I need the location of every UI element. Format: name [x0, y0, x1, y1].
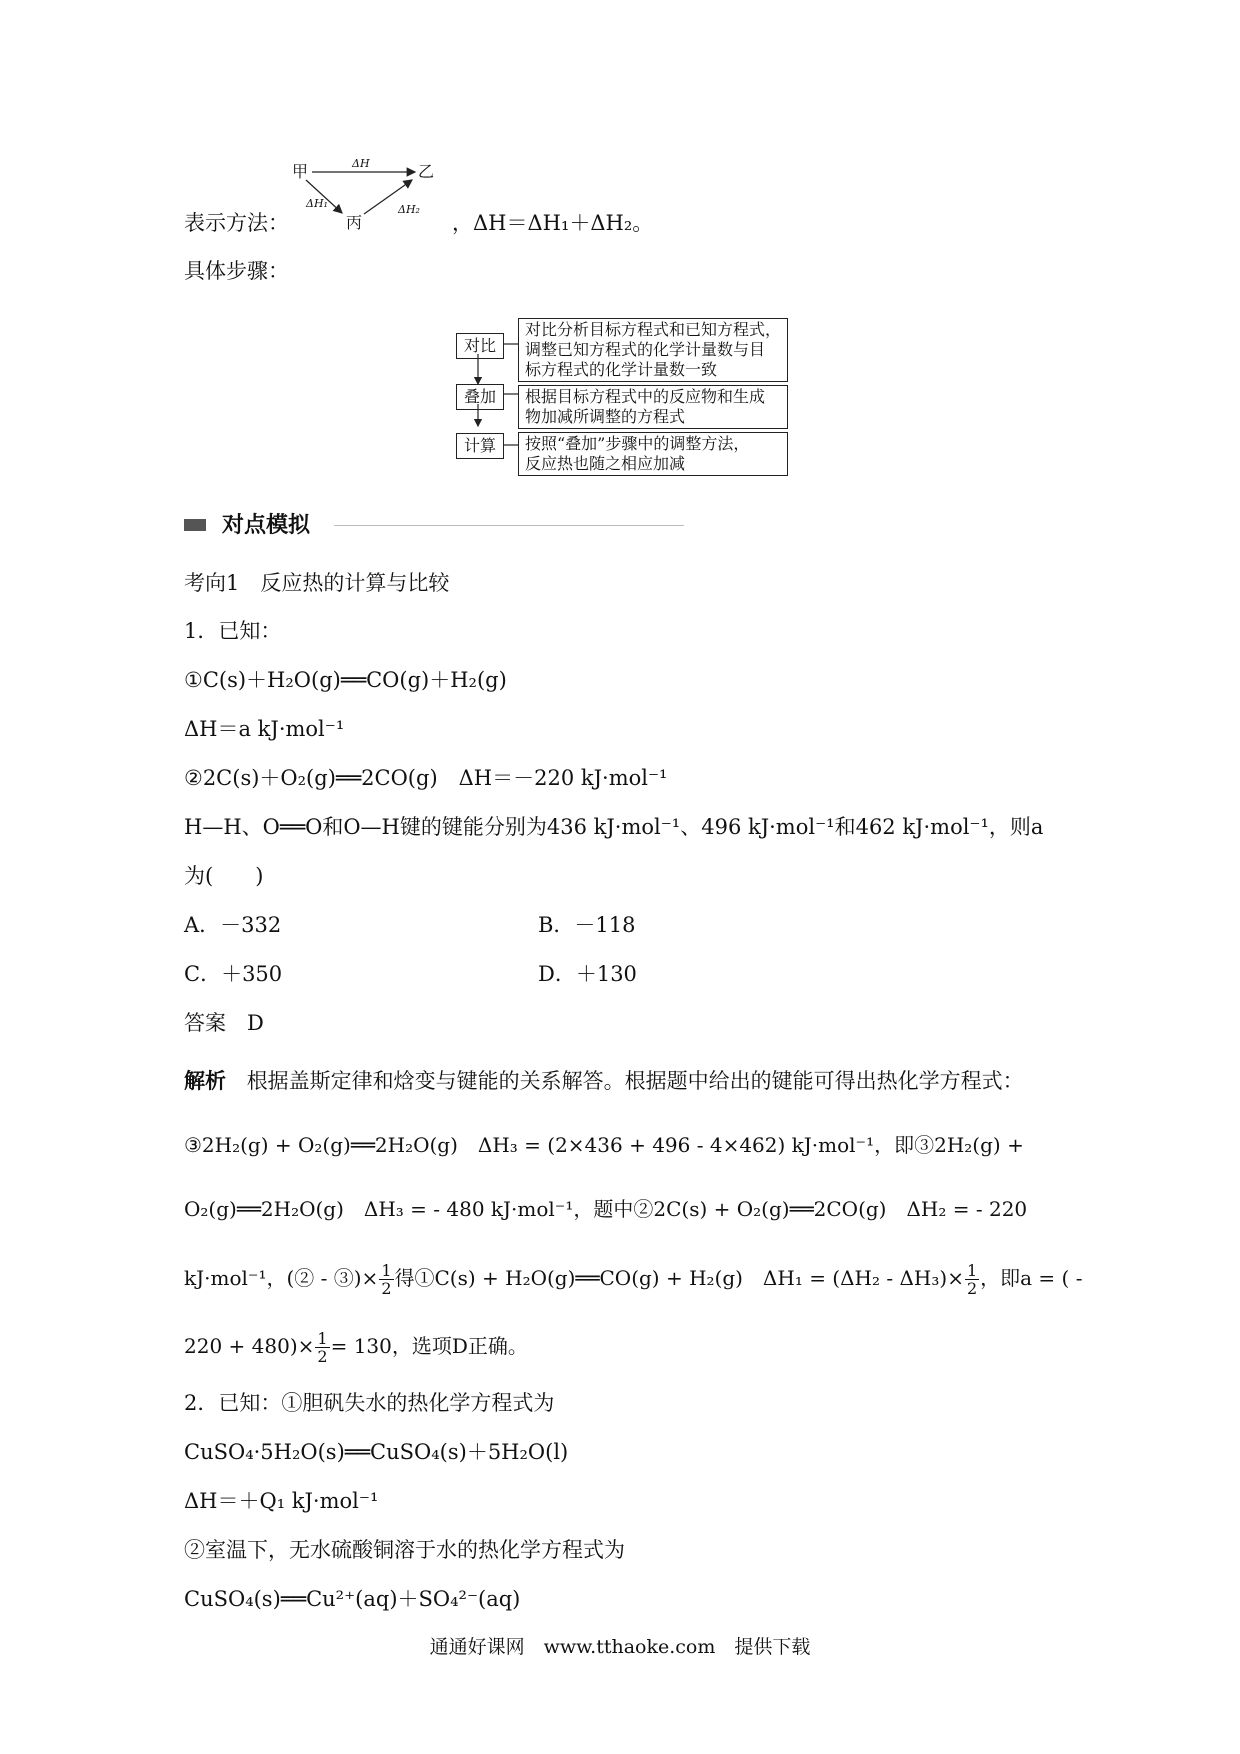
fraction-half	[315, 1330, 329, 1365]
arrow-label-dh2: ΔH₂	[398, 203, 420, 216]
hess-triangle-diagram	[290, 158, 450, 230]
fraction-half	[965, 1262, 979, 1297]
arrow-label-dh1: ΔH₁	[306, 197, 328, 210]
flow-desc-line: 根据目标方程式中的反应物和生成	[525, 387, 766, 406]
frac-denominator: 2	[381, 1279, 392, 1298]
hess-label: 表示方法：	[184, 211, 289, 235]
flow-desc-calc	[518, 432, 788, 476]
analysis-segment: = 130，选项D正确。	[330, 1334, 528, 1358]
flow-desc-line: 调整已知方程式的化学计量数与目	[525, 340, 766, 359]
analysis-segment: ，即a = ( -	[980, 1266, 1083, 1290]
q1-analysis-line-4	[184, 1262, 1082, 1297]
q1-eq1: ①C(s)＋H₂O(g)══CO(g)＋H₂(g)	[184, 668, 507, 692]
q1-ask: 为( )	[184, 864, 264, 888]
section-marker	[184, 519, 206, 531]
flow-desc-line: 反应热也随之相应加减	[525, 454, 686, 473]
arrow-label-dh: ΔH	[352, 157, 370, 170]
analysis-text: 根据盖斯定律和焓变与键能的关系解答。根据题中给出的键能可得出热化学方程式：	[246, 1069, 1024, 1093]
flow-desc-add	[518, 385, 788, 429]
q2-eq2: CuSO₄(s)══Cu²⁺(aq)＋SO₄²⁻(aq)	[184, 1587, 521, 1611]
q2-eq1: CuSO₄·5H₂O(s)══CuSO₄(s)＋5H₂O(l)	[184, 1440, 569, 1464]
frac-numerator: 1	[966, 1261, 978, 1280]
analysis-segment: 得①C(s) + H₂O(g)══CO(g) + H₂(g) ΔH₁ = (ΔH₂ - ΔH₃)×	[394, 1266, 964, 1290]
flow-step-compare: 对比	[456, 333, 504, 359]
flow-desc-line: 对比分析目标方程式和已知方程式，	[525, 320, 782, 339]
flow-desc-line: 标方程式的化学计量数一致	[525, 360, 718, 379]
node-bing: 丙	[346, 213, 363, 232]
q2-intro: 2．已知：①胆矾失水的热化学方程式为	[184, 1391, 555, 1415]
section-title: 对点模拟	[222, 512, 311, 538]
q2-eq1-dh: ΔH＝＋Q₁ kJ·mol⁻¹	[184, 1489, 379, 1513]
analysis-segment: kJ·mol⁻¹，(② - ③)×	[184, 1266, 379, 1290]
q1-bond-energies: H—H、O══O和O—H键的键能分别为436 kJ·mol⁻¹、496 kJ·mol⁻¹和462 kJ·mol⁻¹，则a	[184, 815, 1044, 839]
frac-denominator: 2	[966, 1279, 978, 1298]
analysis-label: 解析	[184, 1068, 226, 1093]
q1-analysis-line-2: ③2H₂(g) + O₂(g)══2H₂O(g) ΔH₃ = (2×436 + 496 - 4×462) kJ·mol⁻¹，即③2H₂(g) +	[184, 1133, 1024, 1157]
fraction-half	[379, 1262, 393, 1297]
q1-analysis-line-1	[184, 1066, 1024, 1096]
frac-denominator: 2	[317, 1347, 328, 1366]
page-footer: 通通好课网 www.tthaoke.com 提供下载	[429, 1636, 811, 1658]
flow-desc-compare	[518, 318, 788, 382]
q1-eq1-dh: ΔH＝a kJ·mol⁻¹	[184, 717, 345, 741]
q1-option-a: A．－332	[184, 913, 282, 937]
q1-intro: 1．已知：	[184, 619, 282, 643]
frac-numerator: 1	[317, 1329, 328, 1348]
section-divider	[334, 525, 684, 526]
q1-option-d: D．＋130	[538, 962, 637, 986]
hess-formula: ，ΔH＝ΔH₁＋ΔH₂。	[452, 211, 654, 235]
q1-eq2: ②2C(s)＋O₂(g)══2CO(g) ΔH＝－220 kJ·mol⁻¹	[184, 766, 668, 790]
flow-desc-line: 按照“叠加”步骤中的调整方法，	[525, 434, 750, 453]
steps-label: 具体步骤：	[184, 259, 289, 283]
q1-option-b: B．－118	[538, 913, 636, 937]
q1-analysis-line-5	[184, 1330, 528, 1365]
analysis-segment: 220 + 480)×	[184, 1334, 315, 1358]
node-jia: 甲	[292, 162, 309, 181]
frac-numerator: 1	[381, 1261, 392, 1280]
node-yi: 乙	[418, 162, 435, 181]
q1-answer: 答案 D	[184, 1011, 264, 1035]
flow-desc-line: 物加减所调整的方程式	[525, 407, 686, 426]
q1-option-c: C．＋350	[184, 962, 283, 986]
q1-analysis-line-3: O₂(g)══2H₂O(g) ΔH₃ = - 480 kJ·mol⁻¹，题中②2C(s) + O₂(g)══2CO(g) ΔH₂ = - 220	[184, 1197, 1028, 1221]
q2-condition: ②室温下，无水硫酸铜溶于水的热化学方程式为	[184, 1538, 625, 1562]
flow-step-calc: 计算	[456, 433, 504, 459]
topic-heading: 考向1 反应热的计算与比较	[184, 571, 450, 595]
flow-step-add: 叠加	[456, 384, 504, 410]
